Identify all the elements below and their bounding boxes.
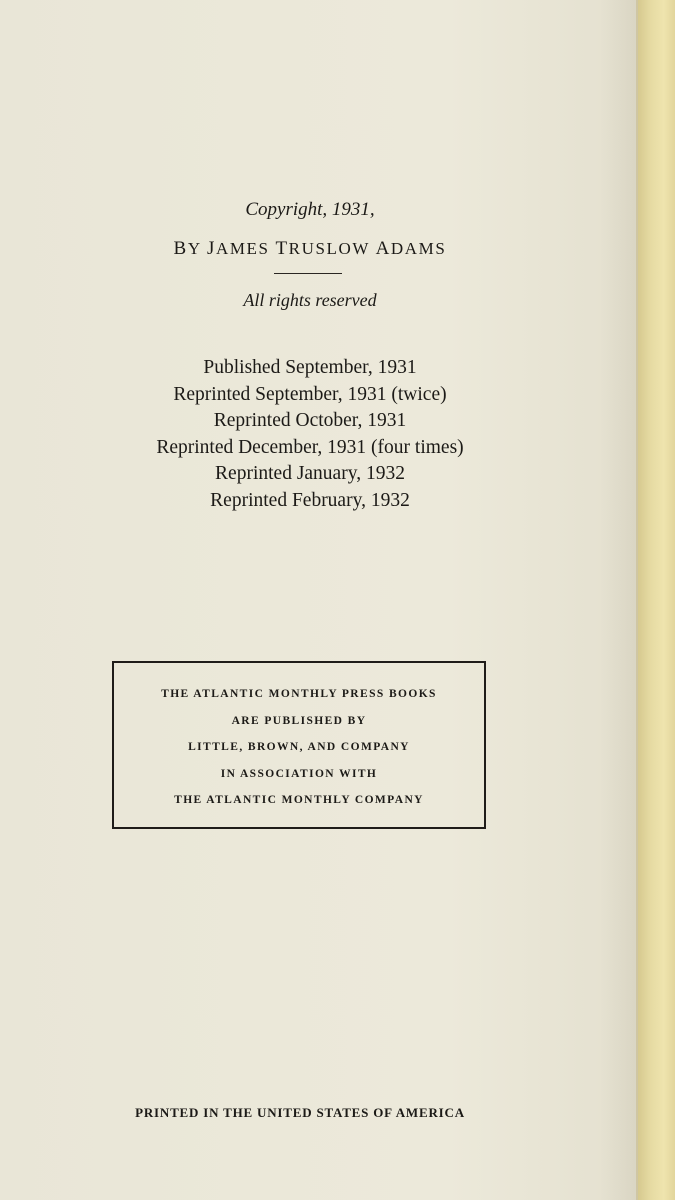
printing-history-line: Reprinted January, 1932 — [215, 463, 405, 484]
printed-in-line: PRINTED IN THE UNITED STATES OF AMERICA — [135, 1105, 465, 1120]
rights-reserved: All rights reserved — [243, 290, 377, 310]
printing-history-line: Reprinted September, 1931 (twice) — [173, 383, 447, 405]
page-gutter-shadow — [600, 0, 638, 1200]
page-edge — [638, 0, 675, 1200]
publisher-box — [112, 661, 486, 829]
author-last-cap: A — [375, 238, 391, 259]
author-prefix-cap: B — [173, 238, 188, 259]
printing-history-line: Published September, 1931 — [203, 357, 417, 378]
author-prefix-rest: Y — [187, 239, 202, 258]
publisher-line: ARE PUBLISHED BY — [231, 714, 367, 727]
printing-history-line: Reprinted December, 1931 (four times) — [156, 436, 464, 458]
publisher-line: THE ATLANTIC MONTHLY PRESS BOOKS — [161, 688, 437, 700]
author-first-rest: AMES — [215, 239, 270, 258]
author-line — [110, 236, 510, 262]
divider-rule — [274, 273, 342, 274]
publisher-line: LITTLE, BROWN, AND COMPANY — [188, 741, 410, 754]
author-last-rest: DAMS — [390, 239, 447, 258]
printing-history-line: Reprinted February, 1932 — [210, 489, 410, 511]
author-first-cap: J — [206, 238, 216, 259]
publisher-box-text — [114, 681, 484, 814]
author-middle-cap: T — [275, 238, 289, 259]
printing-history-line: Reprinted October, 1931 — [213, 410, 407, 431]
author-middle-rest: RUSLOW — [288, 239, 370, 258]
publisher-line: THE ATLANTIC MONTHLY COMPANY — [174, 794, 424, 807]
publisher-line: IN ASSOCIATION WITH — [220, 767, 378, 780]
printing-history — [80, 355, 540, 514]
copyright-line: Copyright, 1931, — [245, 199, 375, 220]
